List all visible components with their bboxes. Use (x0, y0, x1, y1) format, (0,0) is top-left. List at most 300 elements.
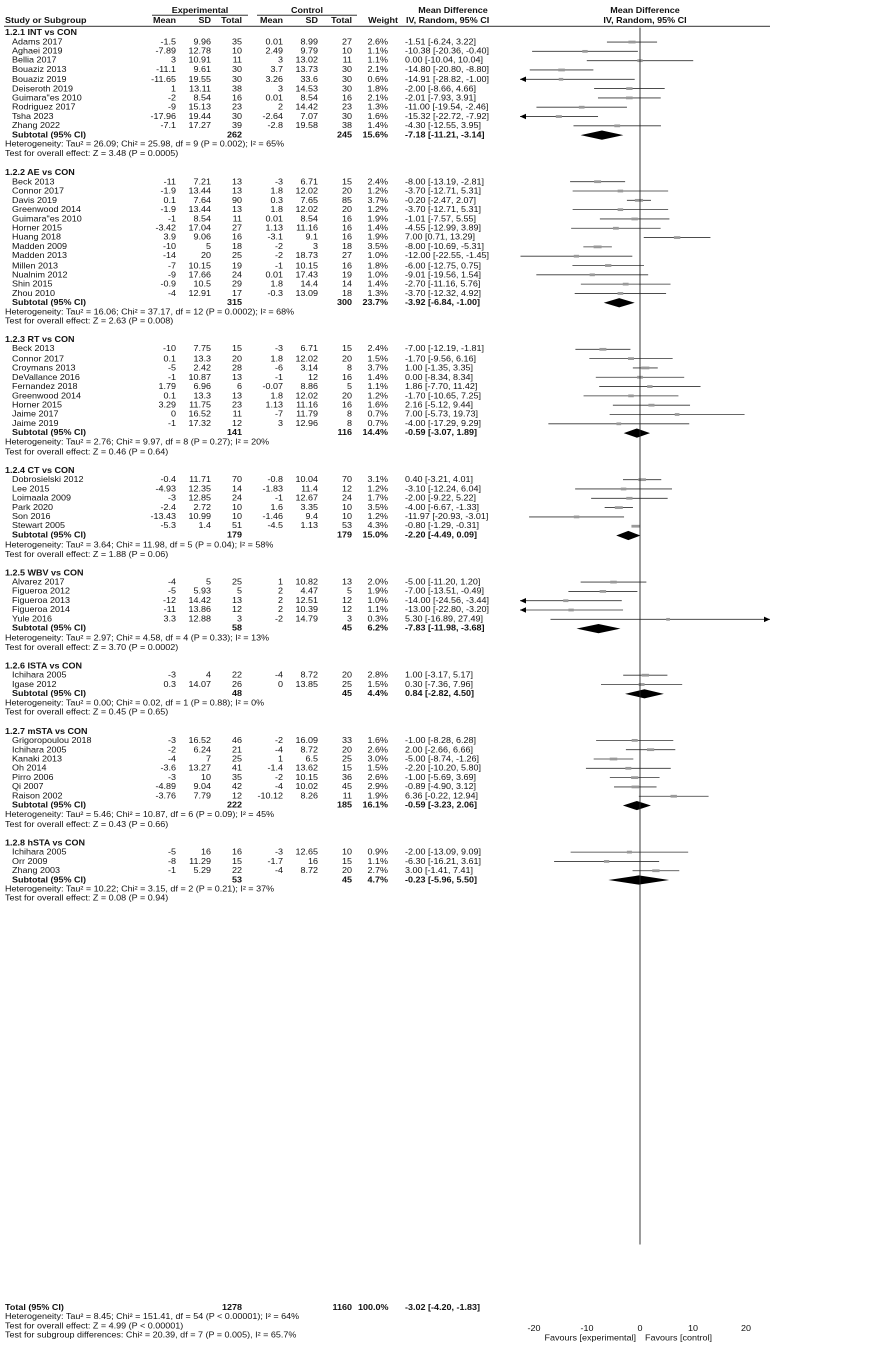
weight: 2.4% (367, 176, 388, 186)
ctl-sd: 3 (312, 241, 318, 252)
weight: 1.7% (367, 493, 388, 503)
exp-total: 90 (231, 195, 242, 205)
ctl-sd: 11.4 (301, 483, 318, 494)
exp-sd: 17.32 (188, 418, 211, 428)
ctl-sd: 11.16 (296, 223, 318, 233)
x-tick-label: 0 (637, 1323, 643, 1334)
ctl-mean: 3.26 (265, 74, 283, 84)
weight-marker (563, 599, 568, 602)
exp-total: 25 (231, 577, 242, 587)
ctl-total: 18 (341, 241, 352, 252)
study-name: Beck 2013 (12, 176, 55, 186)
exp-total: 23 (231, 400, 242, 410)
exp-total: 14 (231, 483, 242, 494)
exp-sd: 19.55 (188, 74, 211, 84)
ctl-mean: -1 (274, 260, 283, 270)
md-ci: -2.01 [-7.93, 3.91] (405, 92, 477, 103)
exp-sd: 16.52 (188, 735, 211, 745)
exp-mean: -1 (167, 865, 176, 875)
subtotal-md-ci: 0.84 [-2.82, 4.50] (405, 688, 475, 698)
ci-arrow-left (520, 607, 526, 613)
subtotal-label: Subtotal (95% CI) (12, 688, 87, 698)
exp-mean: -12 (162, 595, 176, 605)
weight-marker (618, 208, 624, 211)
exp-total: 10 (231, 511, 242, 522)
exp-sd: 11.75 (189, 400, 211, 410)
exp-sd: 13.11 (189, 83, 211, 93)
exp-mean: -10 (162, 241, 176, 252)
ctl-mean-label: Mean (259, 15, 283, 25)
weight: 1.1% (367, 381, 388, 391)
ctl-sd: 7.65 (300, 195, 318, 205)
ctl-total: 36 (341, 772, 352, 782)
study-name: Stewart 2005 (12, 521, 66, 531)
exp-mean: -7.1 (160, 120, 176, 130)
exp-mean: -13.43 (150, 511, 176, 522)
ctl-total: 10 (341, 502, 352, 512)
ctl-total: 20 (341, 204, 352, 214)
study-name: Pirro 2006 (12, 772, 54, 782)
exp-sd: 13.3 (193, 353, 211, 363)
subtotal-weight: 23.7% (362, 297, 388, 307)
md-ci: -3.70 [-12.71, 5.31] (405, 185, 482, 196)
ctl-sd: 10.04 (295, 474, 318, 484)
weight-marker (632, 786, 639, 789)
ctl-sd: 17.43 (295, 269, 318, 279)
weight-marker (614, 124, 620, 127)
study-name: Nualnim 2012 (12, 269, 68, 279)
weight: 3.7% (367, 195, 388, 205)
ctl-total: 12 (341, 604, 352, 615)
ci-arrow-left (520, 77, 526, 83)
exp-mean: -0.9 (160, 279, 176, 289)
exp-total: 22 (231, 670, 242, 680)
ctl-sd: 3.14 (300, 362, 318, 373)
exp-mean: -4 (167, 288, 176, 298)
exp-mean: -5.3 (160, 521, 176, 531)
exp-sd: 11.71 (189, 474, 211, 484)
exp-sd: 10.91 (188, 55, 211, 65)
exp-total: 13 (231, 595, 242, 605)
ctl-mean: -0.8 (267, 474, 283, 484)
exp-total: 17 (231, 288, 242, 298)
exp-total: 10 (231, 502, 242, 512)
subgroup-title: 1.2.3 RT vs CON (5, 334, 75, 345)
exp-mean: -1.5 (160, 36, 176, 47)
study-name: Qi 2007 (12, 781, 44, 792)
study-name: Guimara"es 2010 (12, 92, 82, 103)
weight-marker (579, 106, 585, 109)
exp-mean: -8 (167, 856, 176, 866)
study-name: Madden 2009 (12, 241, 68, 252)
ctl-total: 11 (342, 55, 352, 65)
ctl-total: 3 (346, 614, 352, 624)
exp-sd: 2.72 (193, 502, 211, 512)
subtotal-weight: 6.2% (367, 623, 388, 633)
ci-arrow-left (520, 598, 526, 604)
exp-mean: -17.96 (150, 111, 176, 121)
md-ci: -3.70 [-12.71, 5.31] (405, 204, 482, 214)
study-name: Igase 2012 (12, 679, 57, 689)
exp-mean: 1 (170, 83, 176, 93)
subtotal-exp-total: 315 (226, 297, 242, 307)
subtotal-label: Subtotal (95% CI) (12, 800, 87, 810)
exp-mean: 3 (170, 55, 176, 65)
study-name: Orr 2009 (12, 856, 48, 866)
weight: 2.6% (367, 772, 388, 782)
heterogeneity-text: Heterogeneity: Tau² = 16.06; Chi² = 37.17, df = 12 (P = 0.0002); I² = 68% (5, 306, 295, 317)
subgroup-title: 1.2.4 CT vs CON (5, 465, 75, 475)
study-name: Ichihara 2005 (12, 847, 67, 857)
ctl-mean: -3 (274, 344, 283, 354)
ctl-sd: 14.53 (295, 83, 318, 93)
total-ctl-n: 1160 (332, 1302, 352, 1312)
subtotal-ctl-total: 185 (336, 800, 352, 810)
weight: 0.7% (367, 418, 388, 428)
subtotal-exp-total: 48 (231, 688, 242, 698)
ctl-sd: 12.02 (295, 185, 318, 196)
ctl-total: 12 (341, 483, 352, 494)
exp-total: 25 (231, 753, 242, 764)
ctl-total: 30 (341, 64, 352, 75)
ctl-total: 25 (341, 679, 352, 689)
md-ci: 2.00 [-2.66, 6.66] (405, 744, 474, 754)
weight: 1.3% (367, 288, 388, 298)
weight: 2.1% (367, 92, 388, 103)
exp-mean: -3 (167, 772, 176, 782)
ctl-mean: -2 (274, 614, 283, 624)
study-name: Figueroa 2013 (12, 595, 71, 605)
subtotal-weight: 14.4% (362, 428, 388, 438)
ctl-total: 15 (341, 344, 352, 354)
exp-sd: 2.42 (193, 362, 211, 373)
ctl-mean: -4 (274, 781, 283, 792)
weight: 1.5% (367, 679, 388, 689)
ctl-mean: 1.8 (270, 204, 283, 214)
study-name: Greenwood 2014 (12, 204, 82, 214)
exp-sd: 13.3 (193, 390, 211, 401)
exp-sd: 13.44 (188, 185, 211, 196)
ctl-mean: 3 (277, 418, 283, 428)
md-ci: -9.01 [-19.56, 1.54] (405, 269, 482, 279)
subtotal-label: Subtotal (95% CI) (12, 130, 87, 140)
exp-total: 16 (231, 92, 242, 103)
subgroup-title: 1.2.1 INT vs CON (5, 27, 78, 37)
ctl-mean: 2 (277, 586, 283, 596)
exp-sd: 12.85 (188, 493, 211, 503)
subgroup-title: 1.2.7 mSTA vs CON (5, 725, 88, 736)
exp-mean: -5 (167, 586, 176, 596)
md-ci: -3.10 [-12.24, 6.04] (405, 483, 482, 494)
exp-sd: 17.27 (188, 120, 211, 130)
subtotal-md-ci: -0.59 [-3.07, 1.89] (405, 428, 478, 438)
exp-mean: -7 (167, 260, 176, 270)
footer-text: Heterogeneity: Tau² = 8.45; Chi² = 151.41, df = 54 (P < 0.00001); I² = 64% (5, 1311, 300, 1322)
ctl-sd: 11.79 (296, 409, 318, 419)
weight: 2.4% (367, 344, 388, 354)
md-ci: 1.00 [-1.35, 3.35] (405, 362, 474, 373)
md-ci: 0.40 [-3.21, 4.01] (405, 474, 474, 484)
weight-marker (674, 236, 680, 239)
weight: 1.2% (367, 185, 388, 196)
ctl-mean: -3 (274, 176, 283, 186)
weight-marker (631, 218, 637, 221)
ctl-mean: -3.1 (267, 232, 283, 242)
subtotal-diamond (623, 801, 651, 810)
ctl-mean: 2 (277, 604, 283, 615)
ctl-mean: -4 (274, 744, 283, 754)
exp-total: 30 (231, 74, 242, 84)
weight-marker (666, 618, 670, 621)
exp-mean: -5 (167, 847, 176, 857)
exp-mean: -11.65 (151, 74, 176, 84)
ctl-sd: 8.72 (300, 744, 318, 754)
ctl-total: 8 (346, 362, 352, 373)
weight: 1.4% (367, 279, 388, 289)
ctl-mean: -10.12 (257, 791, 283, 801)
subtotal-weight: 4.7% (367, 874, 388, 885)
exp-total: 41 (231, 763, 242, 773)
ctl-sd: 7.07 (300, 111, 318, 121)
weight: 1.2% (367, 204, 388, 214)
exp-sd: 10.87 (188, 372, 211, 382)
md-ci: 0.00 [-10.04, 10.04] (405, 55, 484, 65)
exp-sd: 14.07 (188, 679, 211, 689)
subtotal-ctl-total: 116 (337, 428, 352, 438)
weight: 1.4% (367, 223, 388, 233)
md-ci: -1.70 [-9.56, 6.16] (405, 353, 477, 363)
exp-total: 28 (231, 362, 242, 373)
subtotal-diamond (624, 428, 650, 437)
md-ci: -2.70 [-11.16, 5.76] (405, 279, 481, 289)
md-ci: -6.30 [-16.21, 3.61] (405, 856, 482, 866)
md-ci: -4.55 [-12.99, 3.89] (405, 223, 482, 233)
subtotal-diamond (604, 298, 635, 307)
weight: 1.0% (367, 251, 388, 261)
weight: 2.9% (367, 781, 388, 792)
study-name: Adams 2017 (12, 36, 63, 47)
ctl-total: 5 (346, 381, 352, 391)
exp-total: 25 (231, 251, 242, 261)
exp-total: 22 (231, 865, 242, 875)
ctl-mean: -2.8 (267, 120, 283, 130)
ctl-mean: 1.6 (270, 502, 283, 512)
exp-mean: -2 (167, 92, 176, 103)
weight-marker (556, 115, 562, 118)
subtotal-ctl-total: 245 (336, 130, 352, 140)
ctl-mean: 1.13 (265, 400, 283, 410)
exp-total: 12 (231, 791, 242, 801)
heterogeneity-text: Heterogeneity: Tau² = 2.76; Chi² = 9.97, df = 8 (P = 0.27); I² = 20% (5, 437, 270, 447)
control-header: Control (291, 5, 323, 15)
ctl-mean: -2 (274, 772, 283, 782)
exp-total: 42 (231, 781, 242, 792)
exp-mean: 3.9 (163, 232, 176, 242)
ctl-mean: 0.3 (270, 195, 283, 205)
exp-sd: 12.35 (188, 483, 211, 494)
weight-marker (671, 795, 677, 798)
subtotal-ctl-total: 45 (341, 688, 352, 698)
subtotal-ctl-total: 179 (336, 530, 352, 540)
weight: 1.1% (367, 46, 388, 56)
exp-mean: 3.3 (163, 614, 176, 624)
exp-mean: -4.89 (155, 781, 176, 792)
ctl-total: 16 (341, 372, 352, 382)
md-ci: -5.00 [-11.20, 1.20] (405, 577, 481, 587)
weight-marker (615, 506, 623, 509)
weight-marker (631, 776, 638, 779)
exp-sd: 4 (205, 670, 211, 680)
exp-total: 18 (231, 241, 242, 252)
ctl-sd: 19.58 (295, 120, 318, 130)
exp-total: 46 (231, 735, 242, 745)
overall-effect-text: Test for overall effect: Z = 3.48 (P = 0.0005) (5, 148, 179, 158)
ctl-total: 23 (341, 102, 352, 112)
study-name: Grigoropoulou 2018 (12, 735, 92, 745)
total-md-ci: -3.02 [-4.20, -1.83] (405, 1302, 481, 1312)
ctl-total: 38 (341, 120, 352, 130)
subtotal-exp-total: 53 (231, 874, 242, 885)
footer-text: Test for subgroup differences: Chi² = 20.39, df = 7 (P = 0.005), I² = 65.7% (5, 1330, 297, 1340)
exp-mean: -11.1 (156, 64, 176, 75)
exp-mean: -4 (167, 753, 176, 764)
weight-marker (639, 683, 645, 686)
weight-marker (613, 227, 619, 230)
exp-total: 11 (232, 55, 242, 65)
ctl-total: 20 (341, 744, 352, 754)
exp-total: 16 (231, 847, 242, 857)
exp-total: 15 (231, 856, 242, 866)
overall-effect-text: Test for overall effect: Z = 1.88 (P = 0.06) (5, 549, 169, 559)
exp-mean: 0.1 (163, 390, 176, 401)
weight: 2.0% (367, 577, 388, 587)
ctl-total: 16 (341, 223, 352, 233)
weight: 1.1% (367, 55, 388, 65)
subtotal-diamond (608, 875, 669, 884)
weight: 1.8% (367, 83, 388, 93)
ctl-sd: 12.67 (295, 493, 318, 503)
exp-total: 11 (232, 409, 242, 419)
exp-total: 70 (231, 474, 242, 484)
subtotal-diamond (616, 531, 640, 540)
total-weight: 100.0% (358, 1302, 389, 1312)
ctl-sd: 16.09 (295, 735, 318, 745)
ctl-mean: 0.01 (265, 269, 283, 279)
study-name: Son 2016 (12, 511, 51, 522)
favours-control: Favours [control] (645, 1333, 713, 1343)
exp-sd: 7.75 (193, 344, 211, 354)
weight: 3.0% (367, 753, 388, 764)
ctl-mean: -3 (274, 847, 283, 857)
subgroup-title: 1.2.6 ISTA vs CON (5, 660, 83, 671)
ctl-mean: -4 (274, 865, 283, 875)
exp-mean: 0.3 (163, 679, 176, 689)
weight-marker (627, 851, 632, 854)
ctl-total: 20 (341, 353, 352, 363)
weight: 4.3% (367, 521, 388, 531)
weight-marker (623, 283, 629, 286)
ctl-total: 70 (341, 474, 352, 484)
weight: 1.4% (367, 120, 388, 130)
ctl-sd: 14.4 (300, 279, 318, 289)
ctl-mean: -2 (274, 241, 283, 252)
weight-marker (652, 869, 659, 872)
exp-sd: 5.29 (193, 865, 211, 875)
overall-effect-text: Test for overall effect: Z = 0.45 (P = 0.65) (5, 707, 169, 717)
weight: 1.9% (367, 213, 388, 224)
exp-mean: -3.42 (155, 223, 176, 233)
md-ci: -14.00 [-24.56, -3.44] (405, 595, 490, 605)
ctl-mean: -1 (274, 493, 283, 503)
ctl-mean: -1 (274, 372, 283, 382)
ctl-sd-label: SD (305, 15, 318, 25)
plot-column-header: Mean Difference (610, 5, 680, 15)
ctl-sd: 12.02 (295, 204, 318, 214)
ctl-total: 33 (341, 735, 352, 745)
exp-mean: -7.89 (155, 46, 176, 56)
md-ci-label: IV, Random, 95% CI (406, 15, 490, 25)
ctl-mean: -4 (274, 670, 283, 680)
md-ci: 2.16 [-5.12, 9.44] (405, 400, 474, 410)
weight-marker (574, 516, 580, 519)
study-name: Rodriguez 2017 (12, 102, 76, 112)
exp-sd: 1.4 (198, 521, 211, 531)
experimental-header: Experimental (171, 5, 229, 15)
heterogeneity-text: Heterogeneity: Tau² = 2.97; Chi² = 4.58, df = 4 (P = 0.33); I² = 13% (5, 632, 270, 643)
ctl-mean: 0.01 (265, 213, 283, 224)
weight-marker (610, 758, 618, 761)
weight: 3.7% (367, 362, 388, 373)
ctl-total: 20 (341, 670, 352, 680)
weight: 2.6% (367, 744, 388, 754)
study-name: Lee 2015 (12, 483, 50, 494)
x-tick-label: 10 (687, 1323, 698, 1334)
subtotal-label: Subtotal (95% CI) (12, 623, 87, 633)
exp-total: 35 (231, 772, 242, 782)
ctl-sd: 8.54 (300, 92, 318, 103)
subtotal-exp-total: 262 (226, 130, 242, 140)
exp-total: 35 (231, 36, 242, 47)
exp-total-label: Total (221, 15, 242, 25)
md-ci: 3.00 [-1.41, 7.41] (405, 865, 474, 875)
exp-sd: 10.5 (193, 279, 211, 289)
exp-sd: 16.52 (188, 409, 211, 419)
weight: 1.6% (367, 400, 388, 410)
ctl-mean: -2.64 (262, 111, 283, 121)
exp-total: 26 (231, 679, 242, 689)
weight-marker (628, 394, 634, 397)
study-name: Connor 2017 (12, 185, 65, 196)
exp-sd: 10 (200, 772, 211, 782)
overall-effect-text: Test for overall effect: Z = 0.46 (P = 0.64) (5, 446, 169, 456)
ctl-mean: 3 (277, 83, 283, 93)
exp-mean: -3 (167, 670, 176, 680)
x-tick-label: -20 (527, 1323, 541, 1334)
md-ci: -4.30 [-12.55, 3.95] (405, 120, 482, 130)
md-ci: -14.91 [-28.82, -1.00] (405, 74, 490, 84)
weight: 1.4% (367, 372, 388, 382)
md-ci: -4.00 [-6.67, -1.33] (405, 502, 480, 512)
exp-total: 27 (231, 223, 242, 233)
ctl-total: 16 (341, 213, 352, 224)
exp-mean: -3 (167, 493, 176, 503)
study-name: Bouaziz 2013 (12, 64, 67, 75)
study-name: Alvarez 2017 (12, 577, 65, 587)
weight-marker (616, 422, 621, 425)
exp-mean: 0 (170, 409, 176, 419)
overall-effect-text: Test for overall effect: Z = 0.08 (P = 0.94) (5, 893, 169, 903)
exp-mean: -5 (167, 362, 176, 373)
